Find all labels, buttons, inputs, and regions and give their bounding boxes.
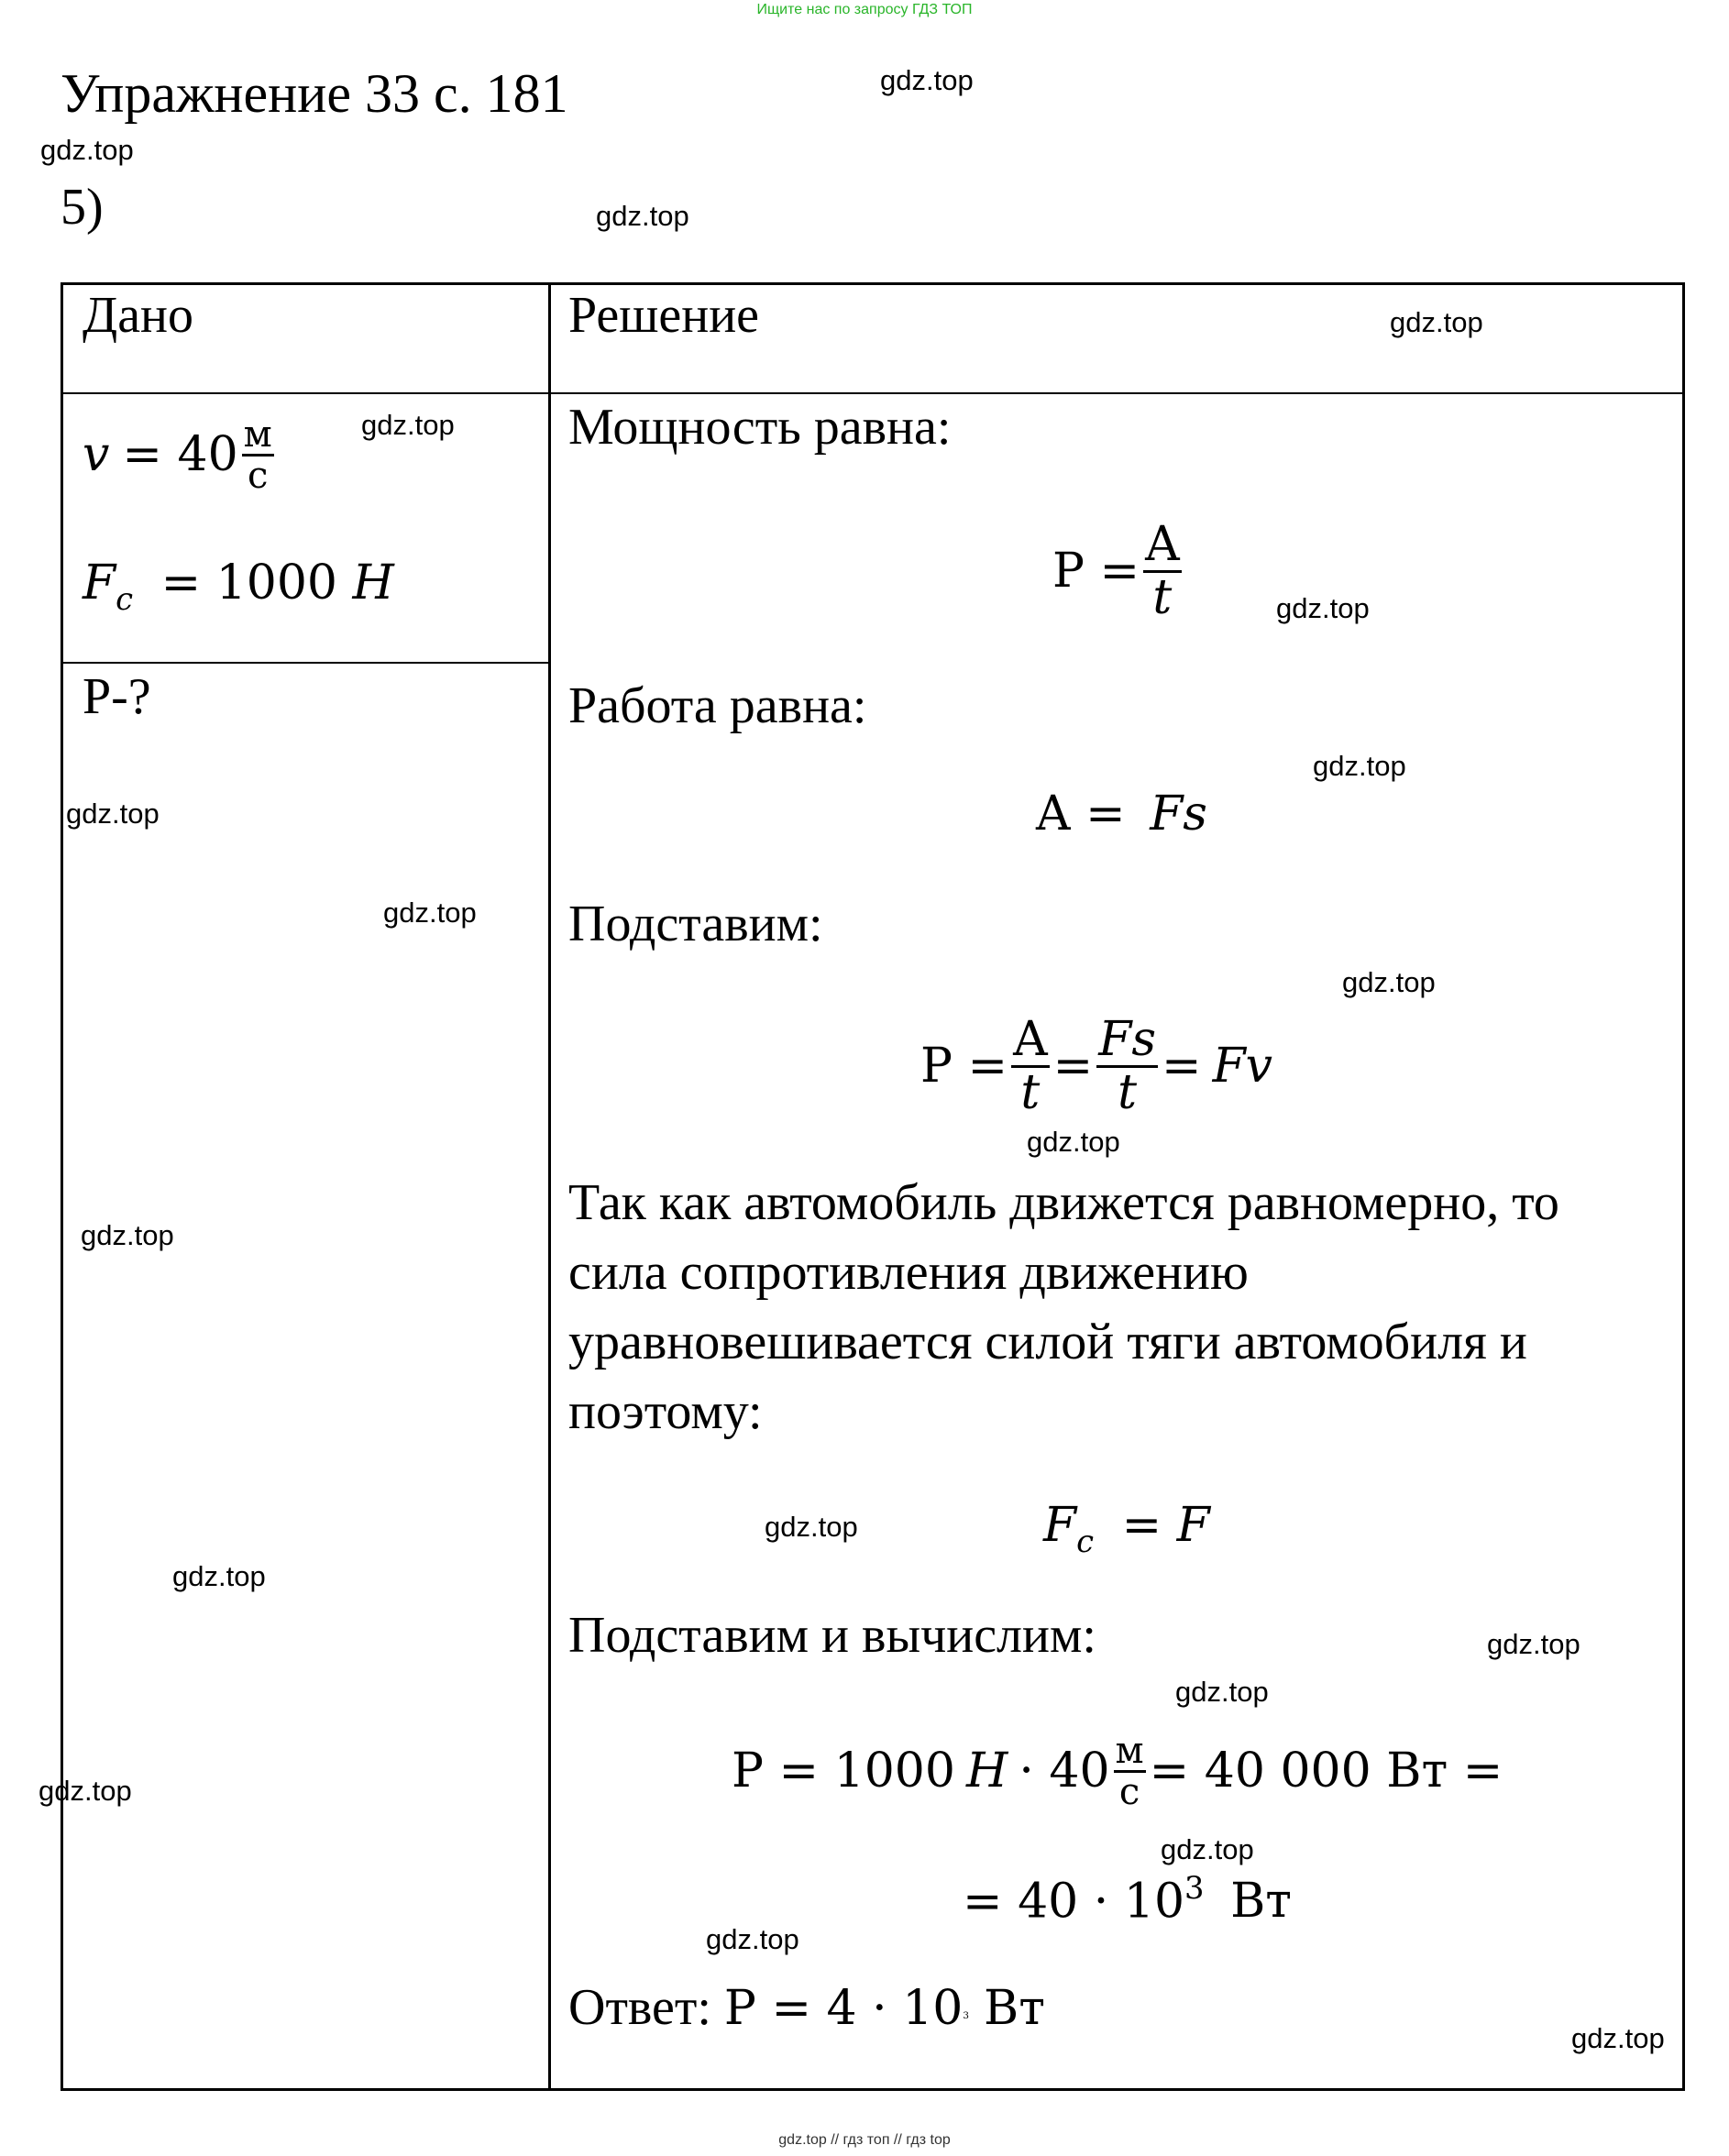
- watermark: gdz.top: [1175, 1676, 1269, 1708]
- footer-watermark: gdz.top // гдз топ // гдз top: [778, 2132, 951, 2148]
- watermark: gdz.top: [765, 1511, 858, 1543]
- watermark: gdz.top: [706, 1923, 799, 1955]
- solution-header: Решение: [568, 287, 760, 344]
- watermark: gdz.top: [1390, 306, 1483, 338]
- calc-line-2: [963, 1870, 1292, 1929]
- equality-lhs: F: [1043, 1498, 1077, 1553]
- find-quantity: Р-?: [83, 668, 151, 725]
- equality-lhs-sub: c: [1076, 1523, 1095, 1559]
- force-symbol: F: [83, 556, 116, 610]
- power-fraction-num: A: [1145, 516, 1180, 572]
- subst-fraction-2: [1096, 1011, 1158, 1120]
- calc-line-1: [732, 1710, 1503, 1832]
- watermark: gdz.top: [880, 64, 974, 96]
- explanation-line-4: поэтому:: [568, 1383, 763, 1440]
- velocity-unit: [242, 412, 274, 497]
- watermark: gdz.top: [81, 1219, 174, 1251]
- power-label: Мощность равна:: [568, 399, 952, 456]
- substitution-formula: [920, 999, 1272, 1133]
- power-formula-lhs: P =: [1052, 544, 1140, 599]
- watermark: gdz.top: [172, 1560, 266, 1592]
- watermark: gdz.top: [1161, 1833, 1254, 1865]
- work-label: Работа равна:: [568, 677, 867, 734]
- work-formula-rhs: Fs: [1150, 786, 1207, 842]
- answer-unit: Вт: [984, 1981, 1045, 2036]
- calc-line-1-unit-den: с: [1118, 1770, 1140, 1813]
- subst-fraction-2-den: t: [1118, 1064, 1138, 1120]
- answer-label: Ответ:: [568, 1979, 711, 2036]
- calc-line-2-exp: 3: [1184, 1870, 1205, 1906]
- subst-fraction-1-den: t: [1020, 1064, 1041, 1120]
- power-fraction: [1143, 516, 1182, 625]
- watermark: gdz.top: [40, 134, 134, 166]
- force-unit: H: [352, 556, 394, 610]
- subst-lhs: P =: [920, 1039, 1008, 1094]
- calc-line-1-unit-num: м: [1115, 1729, 1144, 1772]
- watermark: gdz.top: [1276, 592, 1370, 624]
- velocity-unit-den: с: [248, 454, 269, 497]
- subst-eq-2: =: [1162, 1039, 1202, 1094]
- watermark: gdz.top: [596, 200, 689, 232]
- subst-fraction-1: [1011, 1011, 1050, 1120]
- watermark: gdz.top: [1571, 2022, 1665, 2054]
- explanation-line-1: Так как автомобиль движется равномерно, то: [568, 1174, 1559, 1231]
- calc-line-2-text: = 40 · 10: [963, 1874, 1185, 1930]
- watermark: gdz.top: [1487, 1628, 1580, 1660]
- watermark: gdz.top: [1313, 750, 1406, 782]
- given-resistance-force: [83, 556, 394, 617]
- substitute-label: Подставим:: [568, 896, 823, 952]
- equality-rhs: = F: [1121, 1498, 1210, 1553]
- subst-fraction-2-num: Fs: [1098, 1011, 1156, 1067]
- work-formula-lhs: A =: [1036, 786, 1126, 842]
- watermark: gdz.top: [1027, 1126, 1120, 1158]
- subst-fraction-1-num: A: [1013, 1011, 1048, 1067]
- answer-text: P = 4 · 10: [723, 1981, 964, 2036]
- force-subscript: c: [116, 580, 134, 617]
- item-number: 5): [61, 179, 104, 236]
- work-formula: [1036, 786, 1207, 842]
- watermark: gdz.top: [66, 798, 160, 830]
- force-value: = 1000: [160, 556, 337, 610]
- calc-line-1-lhs: P = 1000: [732, 1744, 955, 1798]
- exercise-title: Упражнение 33 с. 181: [61, 63, 568, 124]
- calc-line-1-unit-frac: [1114, 1729, 1146, 1813]
- calc-line-2-unit: Вт: [1230, 1874, 1293, 1930]
- watermark: gdz.top: [383, 896, 477, 929]
- calc-label: Подставим и вычислим:: [568, 1607, 1096, 1664]
- answer-exp: 3: [963, 2009, 970, 2021]
- subst-eq-1: =: [1052, 1039, 1094, 1094]
- watermark: gdz.top: [1342, 966, 1436, 998]
- force-equality: [1043, 1498, 1210, 1559]
- velocity-unit-num: м: [243, 412, 272, 456]
- given-velocity: [83, 394, 278, 515]
- subst-rhs: Fv: [1212, 1039, 1273, 1094]
- calc-line-1-unit: H: [965, 1744, 1008, 1798]
- velocity-value: = 40: [122, 427, 238, 482]
- top-banner: Ищите нас по запросу ГДЗ ТОП: [756, 2, 973, 17]
- given-header: Дано: [83, 287, 194, 344]
- watermark: gdz.top: [39, 1775, 132, 1807]
- explanation-line-3: уравновешивается силой тяги автомобиля и: [568, 1314, 1527, 1370]
- calc-line-1-mult: · 40: [1019, 1744, 1110, 1798]
- power-formula: [1052, 504, 1185, 638]
- answer: [568, 1978, 1045, 2037]
- velocity-symbol: v: [83, 427, 110, 482]
- explanation-line-2: сила сопротивления движению: [568, 1244, 1249, 1301]
- watermark: gdz.top: [361, 409, 455, 441]
- power-fraction-den: t: [1152, 569, 1173, 625]
- calc-line-1-rhs: = 40 000 Вт =: [1149, 1744, 1503, 1798]
